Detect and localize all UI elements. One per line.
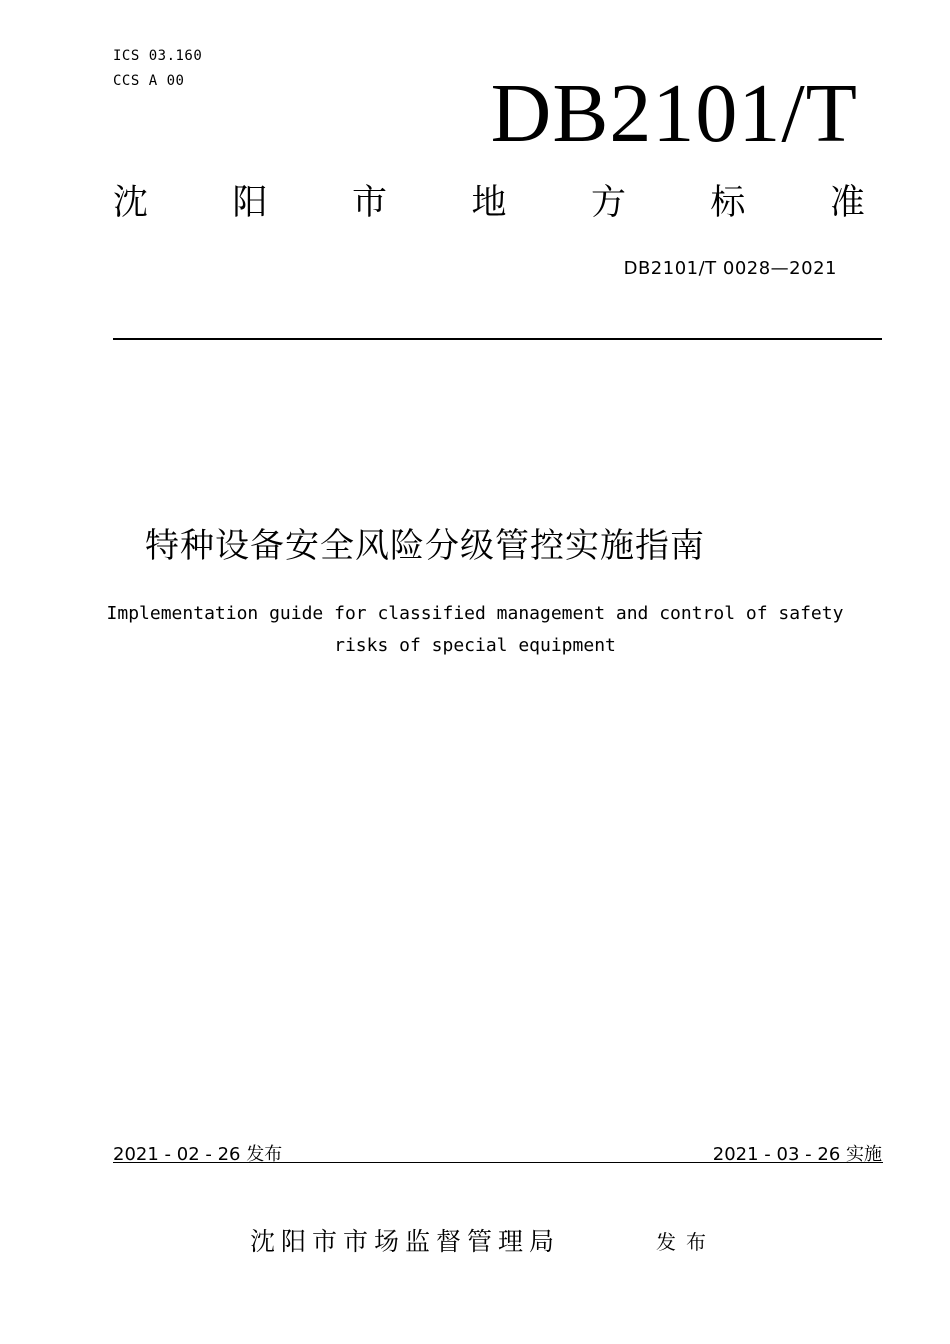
- standard-type-char: 沈: [113, 183, 149, 223]
- issue-date: 2021 - 02 - 26 发布: [113, 1144, 283, 1165]
- publisher-name: 沈阳市市场监督管理局: [250, 1227, 561, 1256]
- standard-type-char: 地: [471, 183, 507, 223]
- standard-type-char: 方: [590, 183, 626, 223]
- footer-divider: [113, 1162, 883, 1163]
- title-english: [0, 598, 950, 662]
- standard-type-char: 阳: [232, 183, 268, 223]
- header-divider: [113, 338, 882, 340]
- ics-code: ICS 03.160: [113, 48, 203, 64]
- standard-type-char: 市: [351, 183, 387, 223]
- implementation-date: 2021 - 03 - 26 实施: [712, 1144, 882, 1165]
- title-chinese: [0, 518, 950, 567]
- standard-type-char: 标: [710, 183, 746, 223]
- title-english-line-1: Implementation guide for classified management and control of safety: [106, 603, 844, 624]
- standard-type-char: 准: [829, 183, 865, 223]
- ccs-code: CCS A 00: [113, 73, 185, 89]
- title-chinese-text: 特种设备安全风险分级管控实施指南: [145, 526, 705, 566]
- standard-code: DB2101/T: [490, 67, 858, 160]
- title-english-line-2: risks of special equipment: [334, 635, 616, 656]
- standard-number: DB2101/T 0028—2021: [623, 258, 837, 279]
- standard-type: [113, 183, 865, 223]
- publish-label: 发布: [656, 1230, 716, 1254]
